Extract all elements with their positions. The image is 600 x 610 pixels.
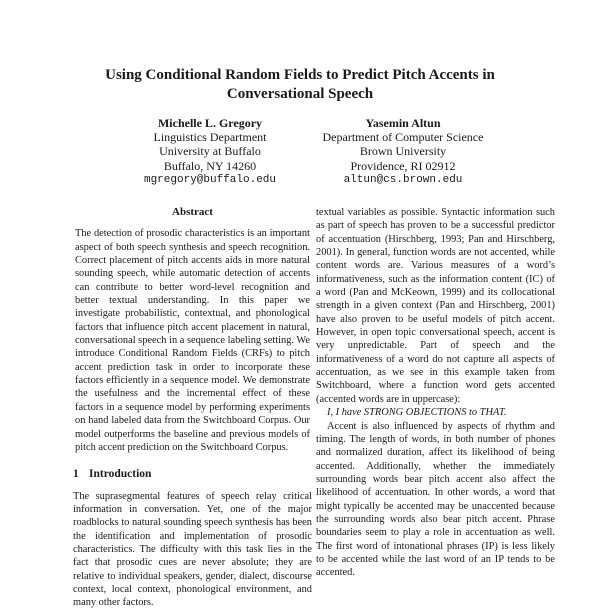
- accent-example: I, I have STRONG OBJECTIONS to THAT.: [327, 407, 507, 419]
- title-line-1: Using Conditional Random Fields to Predict Pitch Accents in: [105, 67, 495, 83]
- title-line-2: Conversational Speech: [226, 86, 374, 102]
- paper-title: [60, 66, 540, 104]
- author-email[interactable]: altun@cs.brown.edu: [343, 173, 463, 186]
- author-block-1: [112, 116, 308, 187]
- left-column: [73, 206, 312, 610]
- author-department: Department of Computer Science: [322, 130, 484, 145]
- abstract-body: The detection of prosodic characteristics is an important aspect of both speech synthesis and speech recognition. Correct placement of pitch accents aids in more natural sounding speech, while automatic detection of accents can contribute to better word-level recognition and better textual understanding. In this paper we investigate probabilistic, contextual, and phonological factors that influence pitch accent placement in natural, conversational speech in a sequence labeling setting. We introduce Conditional Random Fields (CRFs) to pitch accent prediction task in order to incorporate these factors efficiently in a sequence model. We demonstrate the usefulness and the incremental effect of these factors in a sequence model by performing experiments on hand labeled data from the Switchboard Corpus. Our model outperforms the baseline and previous models of pitch accent prediction on the Switchboard Corpus.: [75, 228, 310, 453]
- section-heading-introduction: [73, 468, 312, 481]
- right-column: [316, 206, 555, 580]
- author-email[interactable]: mgregory@buffalo.edu: [143, 173, 277, 186]
- author-department: Linguistics Department: [153, 130, 267, 145]
- author-institution: University at Buffalo: [159, 144, 261, 159]
- author-name: Yasemin Altun: [365, 116, 441, 130]
- author-institution: Brown University: [359, 144, 447, 159]
- section-title: Introduction: [89, 468, 152, 481]
- author-location: Providence, RI 02912: [350, 158, 456, 173]
- section-number: 1: [73, 468, 79, 481]
- introduction-body: The suprasegmental features of speech relay critical information in conversation. Yet, one of the major roadblocks to natural sounding speech synthesis has been the identification and implementation of prosodic characteristics. The difficulty with this task lies in the fact that prosodic cues are never absolute; they are relative to individual speakers, gender, dialect, discourse context, local context, phonological environment, and many other factors.: [73, 490, 312, 609]
- right-paragraph-2: Accent is also influenced by aspects of rhythm and timing. The length of words, in both number of phones and normalized duration, affect its likelihood of being accented. Additionally, whether the immediately surrounding words bear pitch accent also affect the likelihood of accentuation. In other words, a word that might typically be accented may be unaccented because the surrounding words also bear pitch accent. Phrase boundaries seem to play a role in accentuation as well. The first word of intonational phrases (IP) is less likely to be accented while the last word of an IP tends to be accented.: [316, 420, 555, 579]
- author-name: Michelle L. Gregory: [157, 116, 263, 130]
- author-location: Buffalo, NY 14260: [163, 158, 257, 173]
- abstract-heading: Abstract: [172, 206, 213, 218]
- author-block-2: [305, 116, 501, 187]
- right-paragraph-1: textual variables as possible. Syntactic information such as part of speech has proven to be a successful predictor of accentuation (Hirschberg, 1993; Pan and Hirschberg, 2001). In general, function words are not accented, while content words are. Various measures of a word’s informativeness, such as the information content (IC) of a word (Pan and McKeown, 1999) and its collocational strength in a given context (Pan and Hirschberg, 2001) have also proven to be useful models of pitch accent. However, in open topic conversational speech, accent is very unpredictable. Part of speech and the informativeness of a word do not capture all aspects of accentuation, as we see in this example taken from Switchboard, where a function word gets accented (accented words are in uppercase):: [316, 207, 555, 405]
